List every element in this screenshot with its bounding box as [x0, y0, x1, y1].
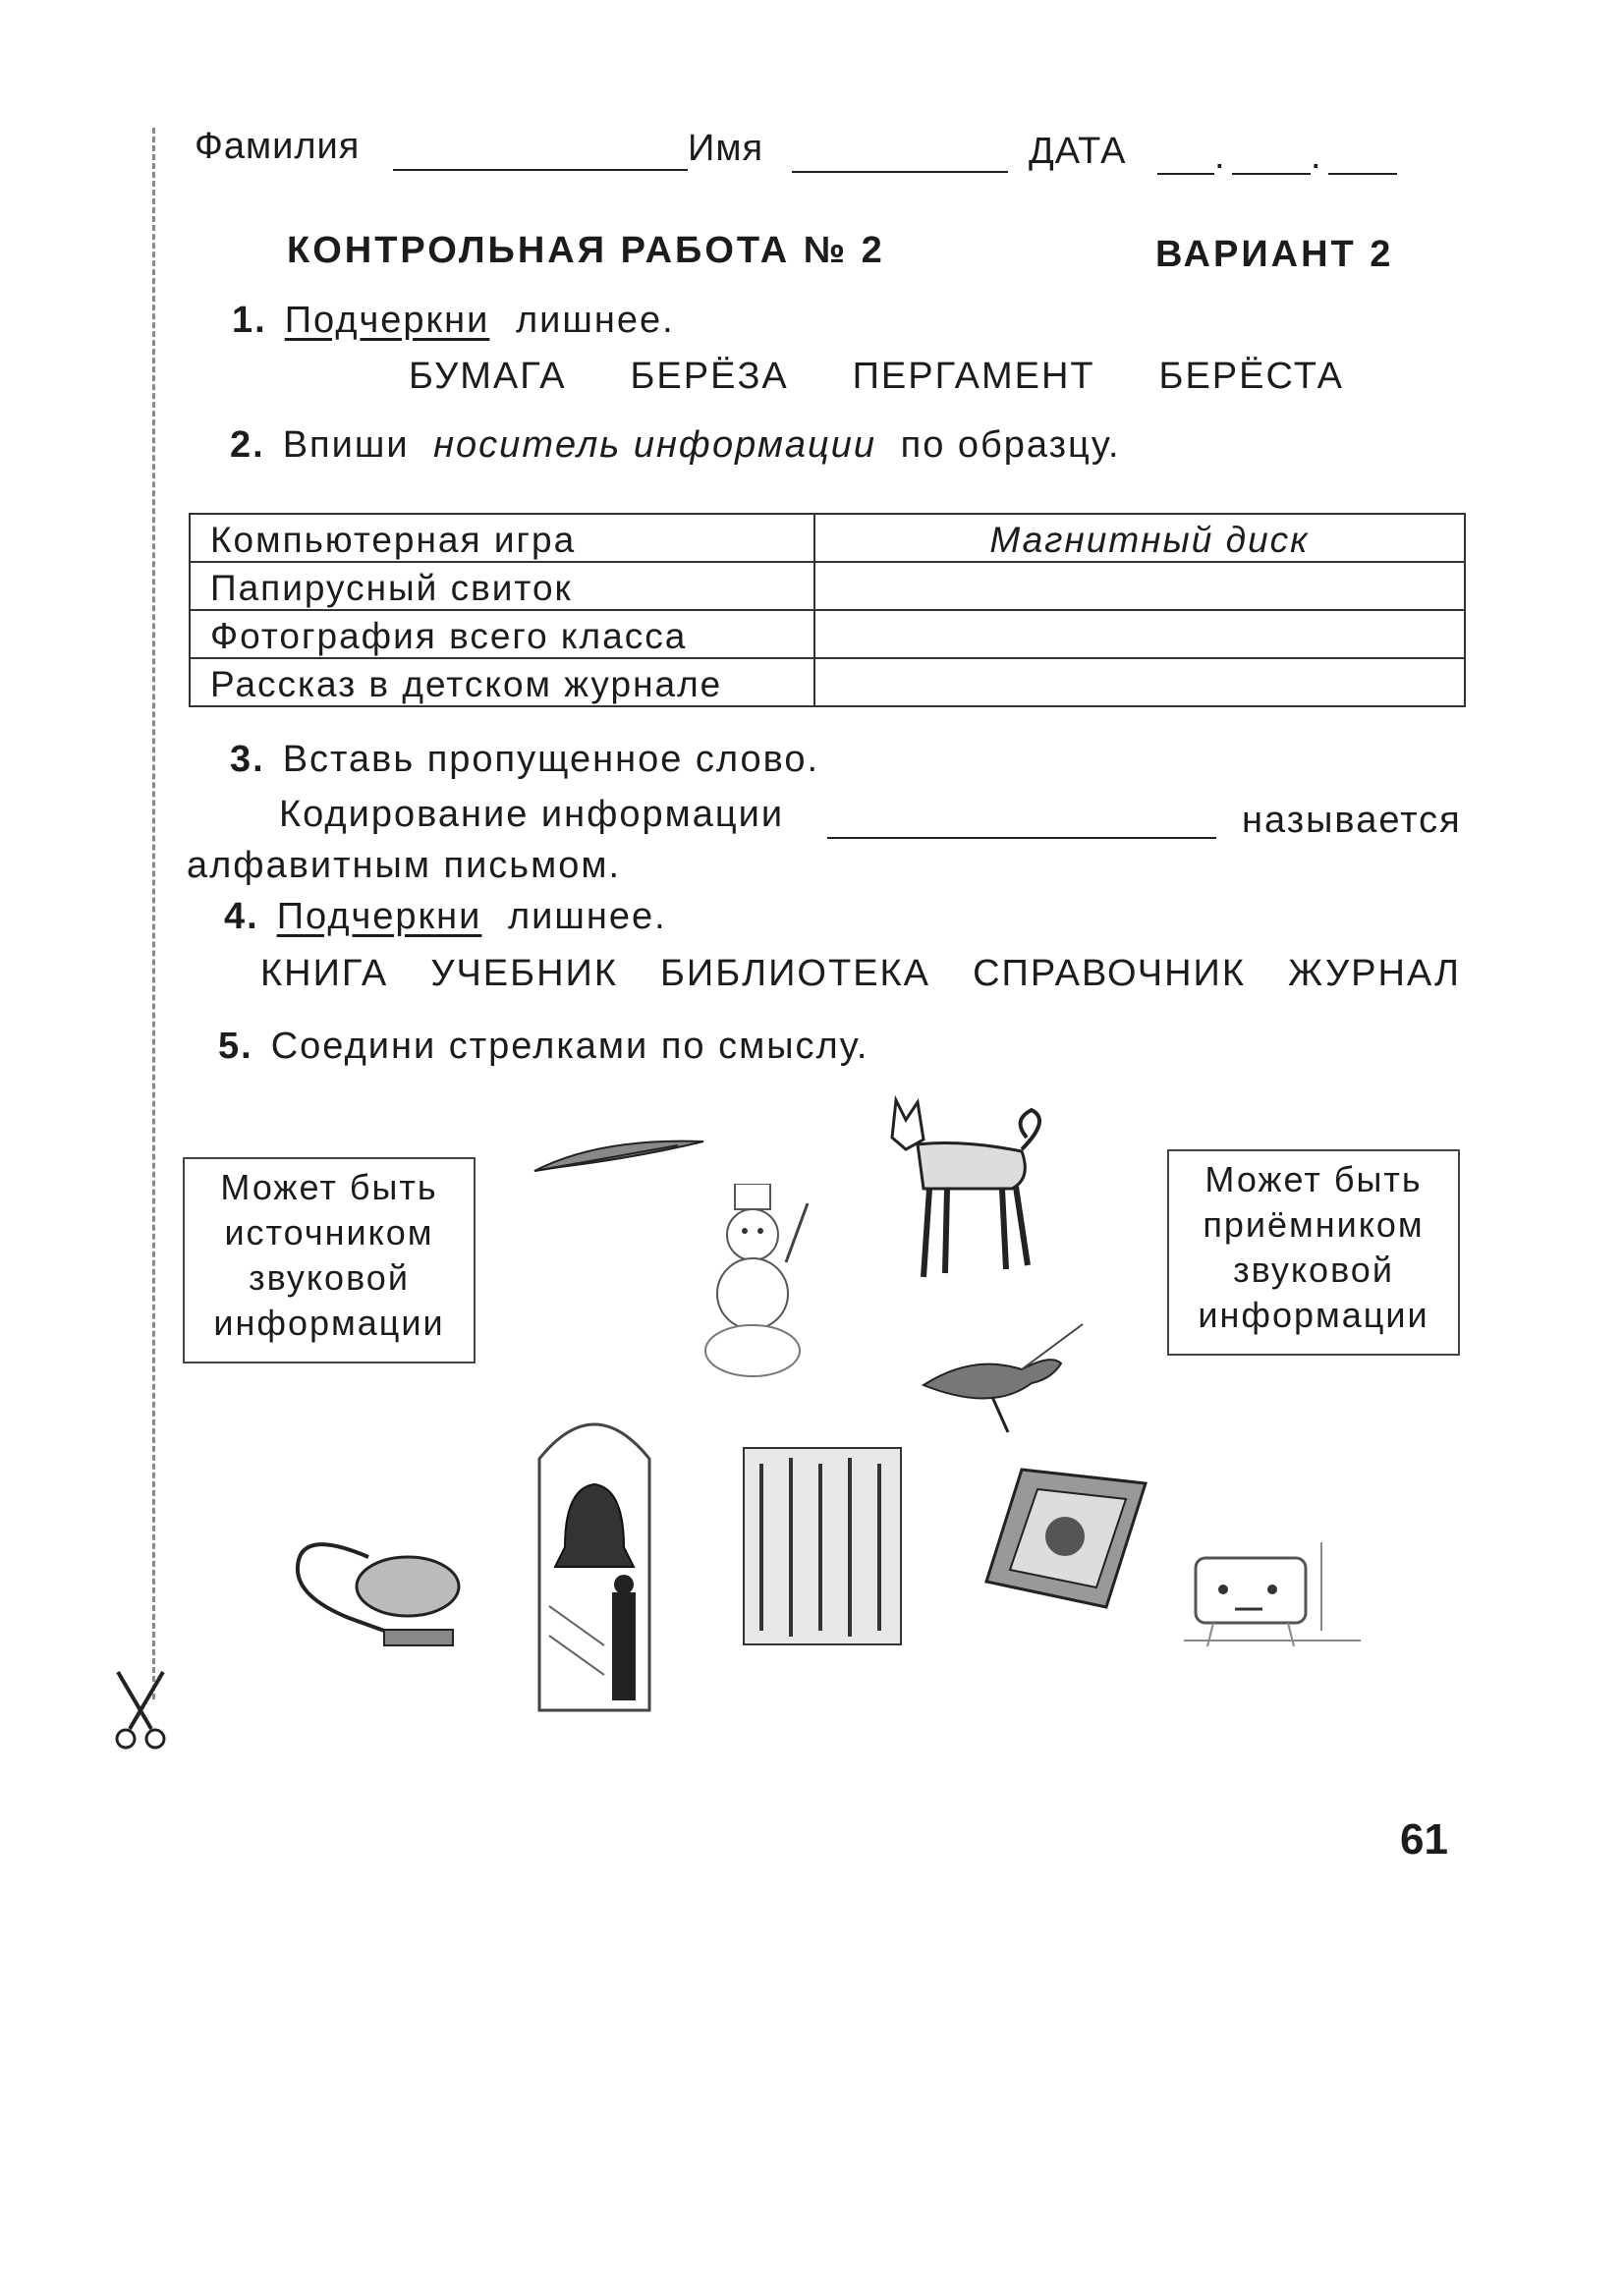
q3-sentence-end: называется: [1242, 800, 1462, 841]
question-text: Впиши: [282, 424, 410, 466]
book-icon[interactable]: [982, 1464, 1149, 1611]
q3-answer-field[interactable]: [827, 837, 1216, 839]
q1-word-list: [409, 356, 1344, 398]
word-item[interactable]: ПЕРГАМЕНТ: [852, 356, 1095, 397]
surname-field[interactable]: [393, 169, 688, 171]
scissors-icon: [108, 1670, 173, 1751]
question-number: 5.: [218, 1026, 253, 1067]
cut-line: [152, 128, 155, 1699]
question-text: лишнее.: [507, 896, 667, 937]
table-row: [190, 658, 1465, 706]
box-line: информации: [1198, 1295, 1429, 1335]
table-cell-item: Фотография всего класса: [190, 610, 814, 658]
table-cell-item: Папирусный свиток: [190, 562, 814, 610]
vacuum-cleaner-icon[interactable]: [290, 1528, 467, 1655]
word-item[interactable]: БЕРЁЗА: [630, 356, 789, 397]
date-month-field[interactable]: [1232, 173, 1311, 175]
question-4: [224, 896, 667, 938]
surname-label: Фамилия: [195, 126, 361, 167]
bell-tower-icon[interactable]: [535, 1400, 653, 1714]
question-verb: Подчеркни: [276, 896, 482, 937]
table-cell-answer: Магнитный диск: [814, 514, 1465, 562]
feather-icon[interactable]: [531, 1128, 707, 1177]
word-item[interactable]: БУМАГА: [409, 356, 567, 397]
table-row: [190, 514, 1465, 562]
date-year-field[interactable]: [1328, 173, 1397, 175]
box-line: звуковой: [249, 1257, 410, 1298]
date-label: ДАТА: [1029, 131, 1127, 172]
q3-sentence-start: Кодирование информации: [279, 794, 785, 835]
page-number: 61: [1400, 1815, 1448, 1864]
word-item[interactable]: ЖУРНАЛ: [1288, 953, 1461, 994]
dog-icon[interactable]: [884, 1090, 1051, 1287]
word-item[interactable]: СПРАВОЧНИК: [973, 953, 1246, 994]
question-number: 2.: [230, 424, 265, 466]
box-line: источником: [224, 1212, 434, 1252]
papyrus-scroll-icon[interactable]: [742, 1444, 904, 1650]
question-verb: Подчеркни: [284, 300, 490, 341]
bird-icon[interactable]: [914, 1314, 1091, 1442]
name-label: Имя: [688, 128, 764, 169]
media-table: [189, 513, 1466, 707]
word-item[interactable]: БЕРЁСТА: [1158, 356, 1344, 397]
q4-word-list: [260, 953, 1461, 995]
radio-icon[interactable]: [1174, 1532, 1371, 1650]
snowman-icon[interactable]: [688, 1184, 815, 1380]
date-separator: .: [1214, 136, 1226, 177]
word-item[interactable]: КНИГА: [260, 953, 389, 994]
table-cell-item: Компьютерная игра: [190, 514, 814, 562]
box-line: Может быть: [220, 1167, 438, 1207]
table-cell-item: Рассказ в детском журнале: [190, 658, 814, 706]
box-line: Может быть: [1204, 1159, 1423, 1199]
question-text: Вставь пропущенное слово.: [282, 739, 820, 780]
question-5: [218, 1026, 868, 1068]
question-number: 3.: [230, 739, 265, 780]
word-item[interactable]: БИБЛИОТЕКА: [659, 953, 931, 994]
table-row: [190, 610, 1465, 658]
source-box[interactable]: [183, 1157, 476, 1363]
table-cell-answer[interactable]: [814, 610, 1465, 658]
table-row: [190, 562, 1465, 610]
word-item[interactable]: УЧЕБНИК: [430, 953, 618, 994]
date-separator: .: [1311, 136, 1322, 177]
table-cell-answer[interactable]: [814, 658, 1465, 706]
question-text: лишнее.: [515, 300, 675, 341]
box-line: информации: [213, 1303, 445, 1343]
question-3: [230, 739, 819, 781]
question-number: 4.: [224, 896, 259, 937]
box-line: звуковой: [1233, 1250, 1394, 1290]
question-text: Соедини стрелками по смыслу.: [270, 1026, 869, 1067]
question-1: [232, 300, 675, 342]
work-title: КОНТРОЛЬНАЯ РАБОТА № 2: [287, 230, 885, 271]
question-text: по образцу.: [900, 424, 1121, 466]
question-number: 1.: [232, 300, 267, 341]
question-2: [230, 424, 1121, 467]
box-line: приёмником: [1203, 1204, 1425, 1245]
q3-sentence-line2: алфавитным письмом.: [187, 845, 622, 886]
question-emphasis: носитель информации: [433, 424, 877, 466]
date-day-field[interactable]: [1157, 173, 1214, 175]
table-cell-answer[interactable]: [814, 562, 1465, 610]
receiver-box[interactable]: [1167, 1149, 1460, 1356]
variant-title: ВАРИАНТ 2: [1155, 234, 1394, 275]
name-field[interactable]: [792, 171, 1008, 173]
